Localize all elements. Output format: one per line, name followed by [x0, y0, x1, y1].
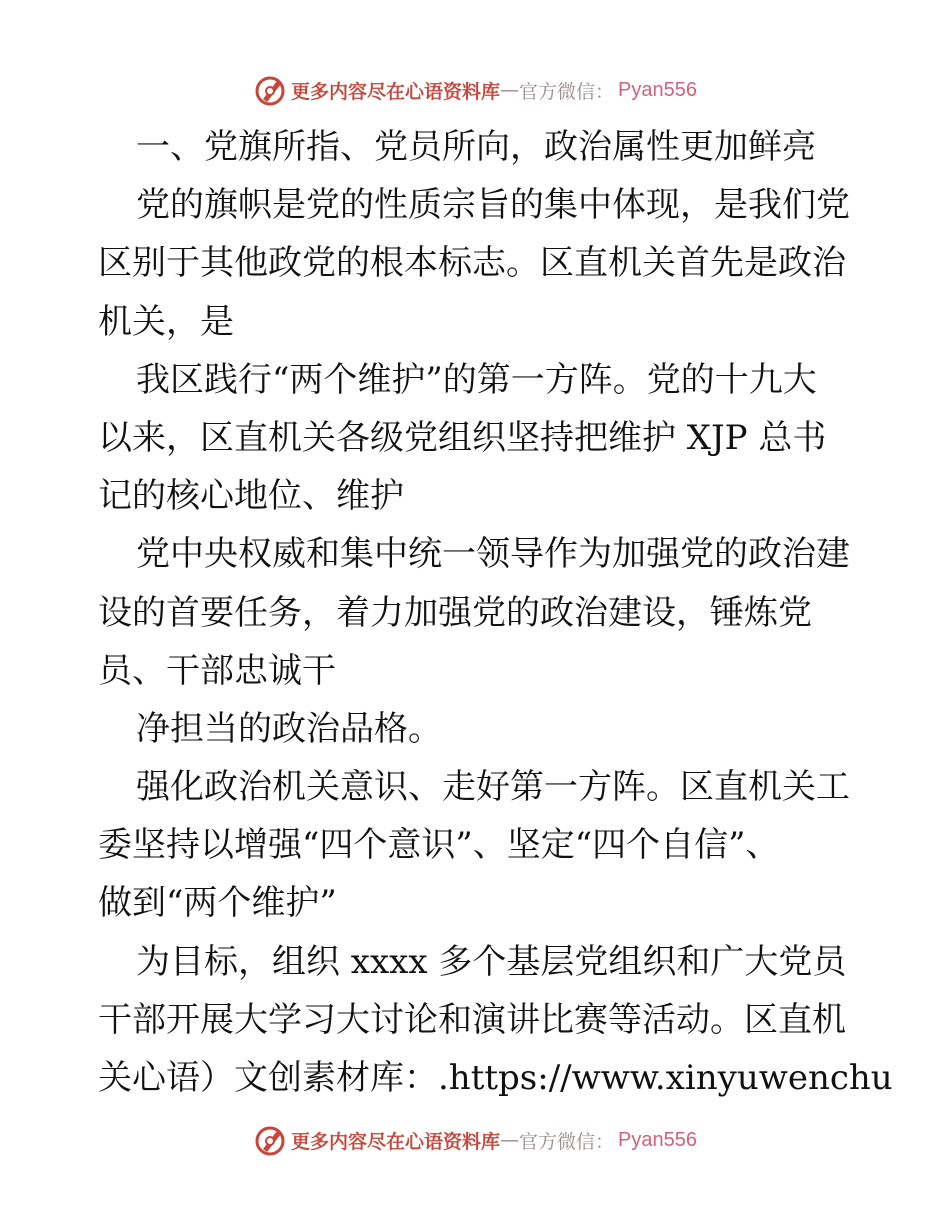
banner-wechat-label: 官方微信：	[519, 80, 615, 103]
text-line: 党中央权威和集中统一领导作为加强党的政治建	[136, 534, 850, 575]
banner-title: 更多内容尽在心语资料库	[291, 1130, 501, 1153]
text-line: 为目标，组织 xxxx 多个基层党组织和广大党员	[136, 941, 847, 982]
header-banner	[0, 70, 950, 110]
pen-circle-icon	[253, 73, 287, 107]
document-body	[98, 118, 893, 1107]
footer-banner	[0, 1120, 950, 1160]
banner-dash: —	[500, 79, 520, 101]
text-line: 机关，是	[98, 301, 234, 342]
text-line: 强化政治机关意识、走好第一方阵。区直机关工	[136, 767, 850, 808]
text-line: 净担当的政治品格。	[136, 708, 442, 749]
text-line: 一、党旗所指、党员所向，政治属性更加鲜亮	[136, 127, 816, 167]
banner-account: Pyan556	[618, 78, 697, 101]
banner-account: Pyan556	[618, 1128, 697, 1151]
text-line: 委坚持以增强“四个意识”、坚定“四个自信”、	[98, 825, 780, 866]
text-line: 员、干部忠诚干	[98, 650, 336, 691]
text-line: 关心语）文创素材库：.https://www.xinyuwenchu	[98, 1058, 893, 1098]
text-line: 我区践行“两个维护”的第一方阵。党的十九大	[136, 359, 817, 400]
text-line: 干部开展大学习大讨论和演讲比赛等活动。区直机	[98, 999, 846, 1040]
banner-title: 更多内容尽在心语资料库	[291, 80, 501, 103]
text-line: 党的旗帜是党的性质宗旨的集中体现，是我们党	[136, 185, 850, 226]
text-line: 以来，区直机关各级党组织坚持把维护 XJP 总书	[98, 417, 827, 458]
text-line: 记的核心地位、维护	[98, 476, 404, 517]
text-line: 做到“两个维护”	[98, 883, 337, 924]
banner-dash: —	[500, 1129, 520, 1151]
text-line: 设的首要任务，着力加强党的政治建设，锤炼党	[98, 592, 812, 633]
banner-wechat-label: 官方微信：	[519, 1130, 615, 1153]
text-line: 区别于其他政党的根本标志。区直机关首先是政治	[98, 243, 846, 284]
pen-circle-icon	[253, 1123, 287, 1157]
